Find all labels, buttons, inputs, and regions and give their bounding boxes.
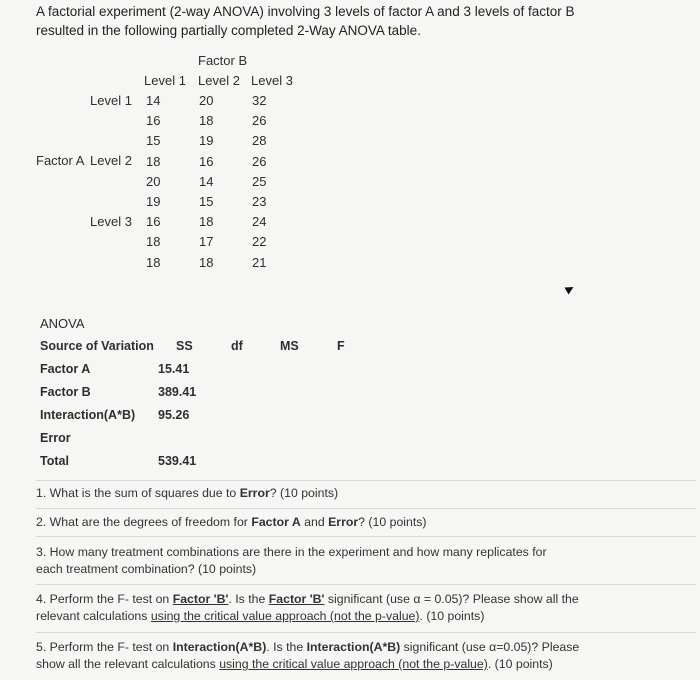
row-level-3: Level 3 bbox=[90, 214, 132, 229]
q5-text-f: show all the relevant calculations bbox=[36, 657, 220, 671]
divider bbox=[36, 584, 696, 585]
q1-text-c: ? (10 points) bbox=[269, 486, 339, 500]
data-cell: 28 bbox=[252, 133, 267, 149]
data-cell: 24 bbox=[252, 214, 267, 230]
intro-line-1: A factorial experiment (2-way ANOVA) involving 3 levels of factor A and 3 levels of factor B bbox=[36, 4, 575, 19]
q2-text-e: ? (10 points) bbox=[358, 515, 427, 529]
q5-text-b: Interaction(A*B) bbox=[172, 640, 267, 654]
data-cell: 18 bbox=[146, 153, 161, 169]
data-cell: 15 bbox=[146, 133, 161, 149]
divider bbox=[36, 536, 696, 537]
divider bbox=[36, 480, 696, 481]
question-5 bbox=[36, 639, 579, 673]
q1-text-b: Error bbox=[239, 486, 270, 500]
q2-text-b: Factor A bbox=[251, 515, 301, 529]
anova-header-source: Source of Variation bbox=[40, 339, 154, 353]
q4-text-h: . (10 points) bbox=[419, 609, 485, 623]
data-cell: 19 bbox=[146, 194, 161, 209]
intro-line-2: resulted in the following partially completed 2-Way ANOVA table. bbox=[36, 23, 421, 38]
anova-ss-total: 539.41 bbox=[158, 454, 197, 468]
data-cell: 18 bbox=[199, 214, 214, 230]
q2-text-d: Error bbox=[328, 515, 359, 529]
q4-text-f: relevant calculations bbox=[36, 609, 151, 623]
q4-text-e: significant (use α = 0.05)? Please show all the bbox=[324, 592, 579, 606]
data-cell: 22 bbox=[252, 234, 267, 250]
q4-text-c: . Is the bbox=[228, 592, 269, 606]
divider bbox=[36, 508, 696, 509]
question-3 bbox=[36, 544, 547, 578]
col-header-3: Level 3 bbox=[251, 73, 293, 88]
data-cell: 18 bbox=[199, 113, 214, 129]
q5-text-a: 5. Perform the F- test on bbox=[36, 640, 173, 654]
anova-header-ms: MS bbox=[280, 339, 299, 353]
q5-text-e: significant (use α=0.05)? Please bbox=[400, 640, 580, 654]
factor-a-label: Factor A bbox=[36, 153, 85, 168]
q4-text-d: Factor 'B' bbox=[268, 592, 325, 606]
q4-text-a: 4. Perform the F- test on bbox=[36, 592, 173, 606]
col-header-1: Level 1 bbox=[144, 73, 186, 88]
row-level-2: Level 2 bbox=[90, 153, 132, 168]
anova-header-f: F bbox=[337, 339, 345, 353]
q2-text-a: 2. What are the degrees of freedom for bbox=[36, 515, 252, 529]
data-cell: 18 bbox=[146, 254, 161, 270]
anova-row-error: Error bbox=[40, 431, 71, 445]
data-cell: 16 bbox=[146, 113, 161, 129]
q5-text-g: using the critical value approach (not the p-value) bbox=[219, 657, 488, 671]
data-cell: 16 bbox=[199, 153, 214, 169]
data-cell: 21 bbox=[252, 254, 267, 270]
data-cell: 20 bbox=[199, 93, 214, 108]
data-cell: 19 bbox=[199, 133, 214, 149]
data-cell: 20 bbox=[146, 173, 161, 189]
anova-header-ss: SS bbox=[176, 339, 193, 353]
anova-row-interaction: Interaction(A*B) bbox=[40, 408, 136, 422]
data-cell: 32 bbox=[252, 93, 267, 108]
q3-line-2: each treatment combination? (10 points) bbox=[36, 562, 257, 576]
question-2 bbox=[36, 514, 427, 531]
data-cell: 26 bbox=[252, 153, 267, 169]
q4-text-b: Factor 'B' bbox=[172, 592, 229, 606]
anova-row-factor-a: Factor A bbox=[40, 362, 91, 376]
data-cell: 18 bbox=[199, 254, 214, 270]
anova-ss-factor-b: 389.41 bbox=[158, 385, 197, 399]
anova-ss-interaction: 95.26 bbox=[158, 408, 190, 422]
q3-line-1: 3. How many treatment combinations are there in the experiment and how many replicates for bbox=[36, 545, 547, 559]
q5-text-d: Interaction(A*B) bbox=[306, 640, 401, 654]
data-cell: 14 bbox=[146, 93, 161, 108]
q4-text-g: using the critical value approach (not the p-value) bbox=[150, 609, 420, 623]
data-cell: 15 bbox=[199, 194, 214, 209]
question-1 bbox=[36, 485, 338, 502]
data-cell: 16 bbox=[146, 214, 161, 230]
question-4 bbox=[36, 591, 579, 625]
row-level-1: Level 1 bbox=[90, 93, 132, 108]
q1-text-a: 1. What is the sum of squares due to bbox=[36, 486, 240, 500]
data-cell: 17 bbox=[199, 234, 214, 250]
factor-b-label: Factor B bbox=[198, 53, 248, 68]
data-cell: 25 bbox=[252, 173, 267, 189]
data-cell: 23 bbox=[252, 194, 267, 209]
intro-text bbox=[36, 2, 575, 40]
divider bbox=[36, 632, 696, 633]
q5-text-c: . Is the bbox=[266, 640, 307, 654]
anova-row-factor-b: Factor B bbox=[40, 385, 91, 399]
data-cell: 26 bbox=[252, 113, 267, 129]
anova-header-df: df bbox=[231, 339, 243, 353]
q5-text-h: . (10 points) bbox=[487, 657, 553, 671]
mouse-cursor-icon bbox=[565, 284, 576, 295]
q2-text-c: and bbox=[300, 515, 329, 529]
data-cell: 14 bbox=[199, 173, 214, 189]
data-cell: 18 bbox=[146, 234, 161, 250]
col-header-2: Level 2 bbox=[198, 73, 240, 88]
anova-title: ANOVA bbox=[40, 316, 85, 331]
anova-row-total: Total bbox=[40, 454, 69, 468]
anova-ss-factor-a: 15.41 bbox=[158, 362, 190, 376]
